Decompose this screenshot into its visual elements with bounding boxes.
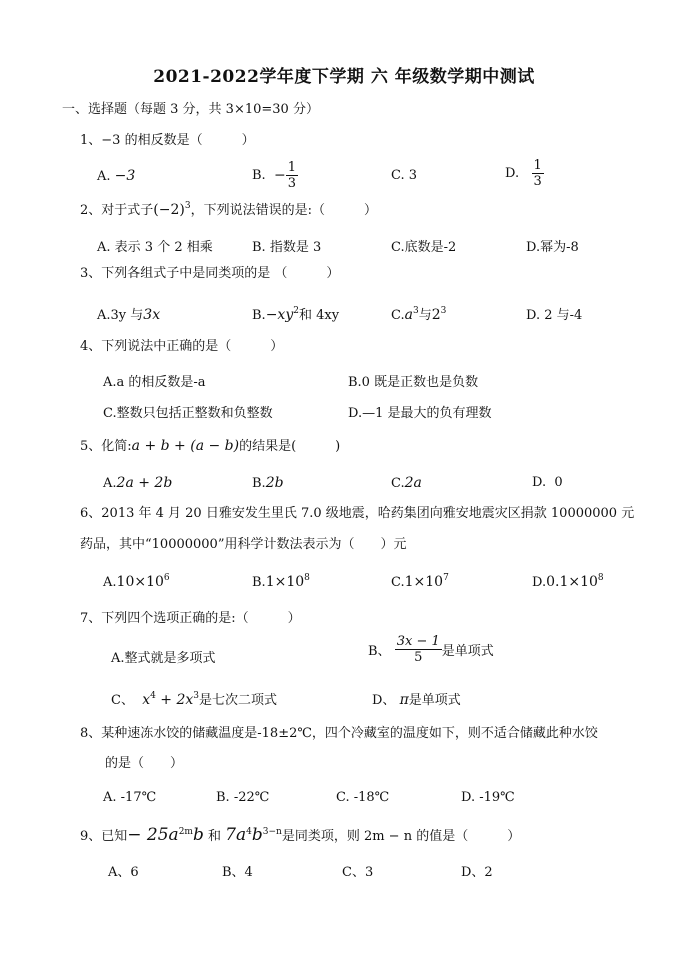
q1-option-c: C. 3 [391, 168, 418, 183]
q8-option-a: A. -17℃ [103, 790, 157, 805]
q9-option-d: D、2 [461, 865, 493, 880]
q7-option-c: C、 $x^4 + 2x^3$是七次二项式 [111, 691, 278, 708]
q7-option-b: B、 $\frac{3x - 1}{5}$ 是单项式 [368, 634, 494, 665]
question-8-line-2: 的是（ ） [105, 756, 184, 771]
q3-option-d: D. 2 与-4 [526, 308, 583, 323]
q4-option-b: B.0 既是正数也是负数 [348, 375, 479, 390]
page-title: 2021-2022学年度下学期 六 年级数学期中测试 [153, 67, 535, 87]
q1-option-a: A. −3 [97, 168, 136, 184]
q7-option-d: D、 π是单项式 [372, 692, 461, 708]
q1-option-b: B. − $\frac{1}{3}$ [252, 160, 296, 191]
q6-option-b: $B.1\times 10^8$ [252, 573, 310, 590]
q5-option-d: D. 0 [532, 475, 563, 490]
q5-option-a: A.2a + 2b [103, 475, 173, 491]
question-1-stem: 1、−3 的相反数是（ ） [80, 133, 255, 148]
q3-option-b: $B.-xy^2$和 4xy [252, 306, 340, 323]
question-5-stem: 5、化简:a + b + (a − b)的结果是( ) [80, 438, 341, 454]
q9-option-a: A、6 [108, 865, 139, 880]
q1-option-d: D. $\frac{1}{3}$ [505, 158, 542, 189]
q4-option-a: A.a 的相反数是-a [103, 375, 206, 390]
q9-option-b: B、4 [222, 865, 253, 880]
q2-option-a: A. 表示 3 个 2 相乘 [97, 240, 213, 255]
q7-option-a: A.整式就是多项式 [111, 651, 216, 666]
q5-option-c: C.2a [391, 475, 422, 491]
q6-option-a: $A.10\times 10^6$ [103, 573, 170, 590]
question-9-stem: 9、已知− $25a^{2m}b$ 和 $7a^4b^{3-n}$是同类项，则 2m − n 的值是（ ） [80, 825, 521, 845]
question-8-line-1: 8、某种速冻水饺的储藏温度是-18±2℃，四个冷藏室的温度如下，则不适合储藏此种水饺 [80, 726, 598, 741]
question-3-stem: 3、下列各组式子中是同类项的是 （ ） [80, 266, 340, 281]
q4-option-c: C.整数只包括正整数和负整数 [103, 406, 273, 421]
q2-option-d: D.幂为-8 [526, 240, 579, 255]
q2-option-b: B. 指数是 3 [252, 240, 322, 255]
section-heading: 一、选择题（每题 3 分，共 3×10=30 分） [62, 102, 319, 117]
q2-option-c: C.底数是-2 [391, 240, 457, 255]
q6-option-d: $D.0.1\times 10^8$ [532, 573, 604, 590]
q6-option-c: $C.1\times 10^7$ [391, 573, 449, 590]
q4-option-d: D.—1 是最大的负有理数 [348, 406, 492, 421]
q8-option-b: B. -22℃ [216, 790, 270, 805]
q3-option-a: A.3y 与3x [97, 307, 161, 323]
q5-option-b: B.2b [252, 475, 284, 491]
q8-option-c: C. -18℃ [336, 790, 390, 805]
question-7-stem: 7、下列四个选项正确的是:（ ） [80, 611, 301, 626]
q9-option-c: C、3 [342, 865, 374, 880]
q3-option-c: $C.a^3$与$2^3$ [391, 306, 447, 323]
question-2-stem: 2、对于式子$(-2)^3$，下列说法错误的是:（ ） [80, 201, 377, 218]
q8-option-d: D. -19℃ [461, 790, 515, 805]
question-4-stem: 4、下列说法中正确的是（ ） [80, 339, 284, 354]
question-6-line-1: 6、2013 年 4 月 20 日雅安发生里氏 7.0 级地震，哈药集团向雅安地震灾区捐款 10000000 元 [80, 506, 635, 521]
question-6-line-2: 药品，其中“10000000”用科学计数法表示为（ ）元 [80, 537, 407, 552]
